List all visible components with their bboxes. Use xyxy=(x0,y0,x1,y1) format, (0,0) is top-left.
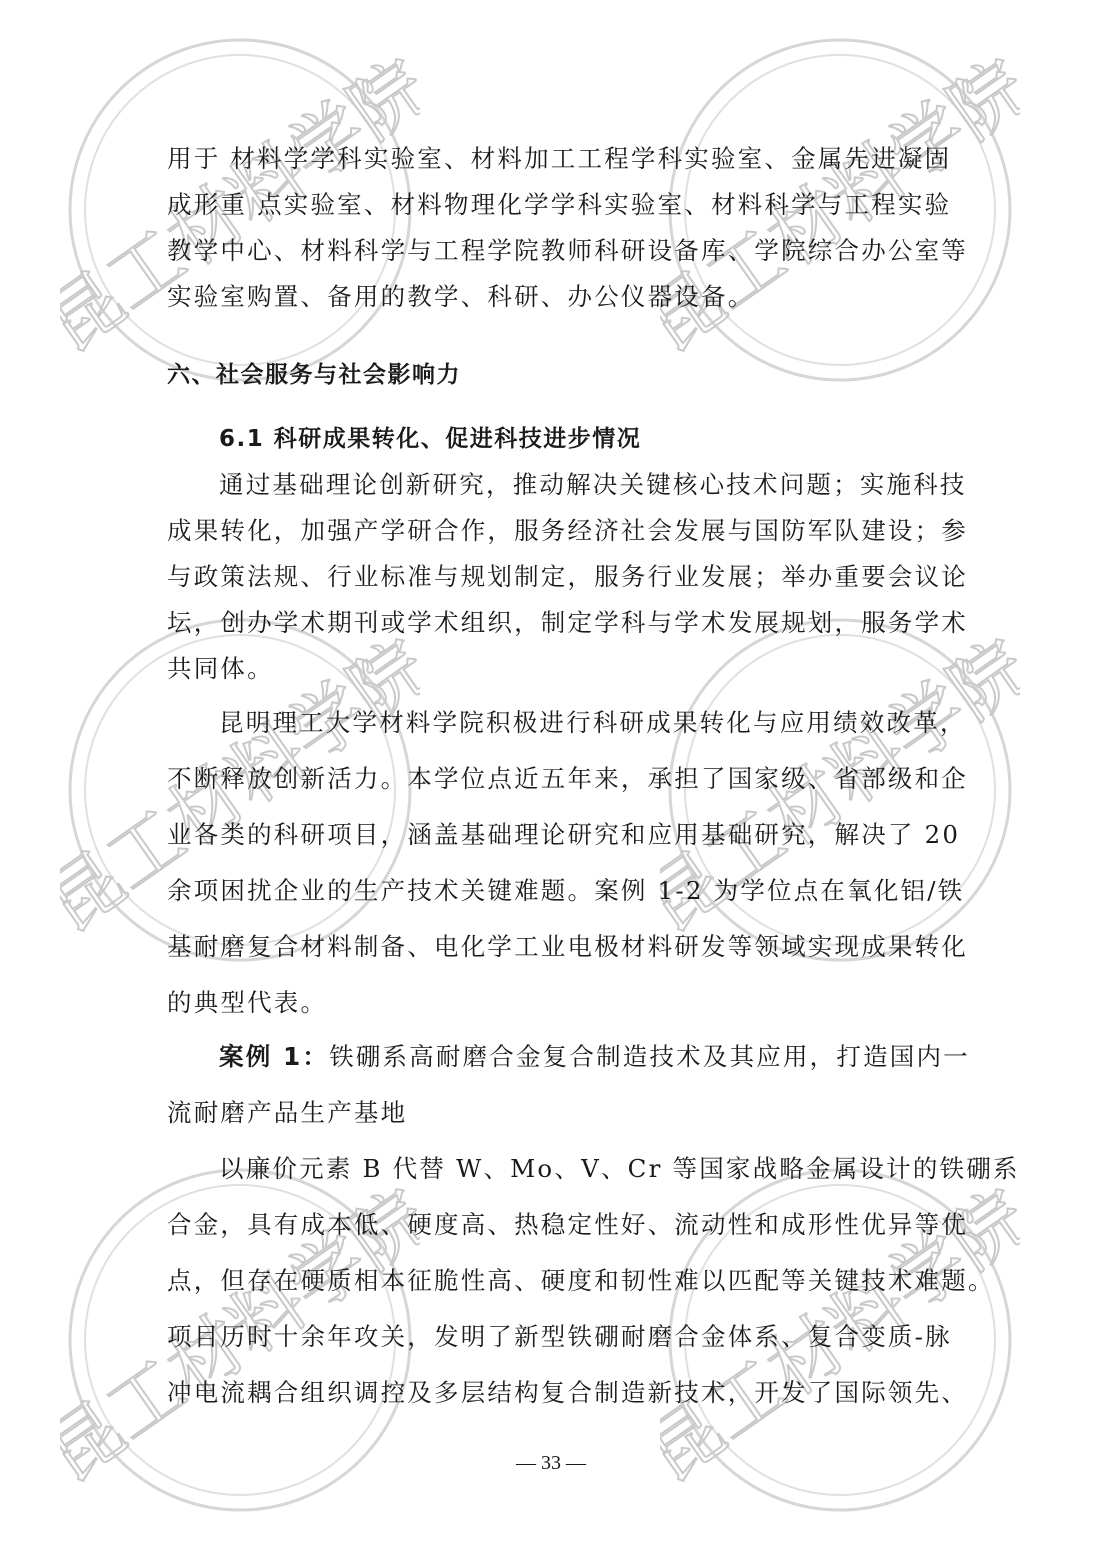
svg-text:昆工材料学院: 昆工材料学院 xyxy=(60,1173,420,1499)
body-text-line: 项目历时十余年攻关，发明了新型铁硼耐磨合金体系、复合变质-脉 xyxy=(167,1322,952,1351)
case-title-line xyxy=(219,1040,970,1074)
body-text-line: 余项困扰企业的生产技术关键难题。案例 1-2 为学位点在氧化铝/铁 xyxy=(167,876,965,905)
svg-text:昆工材料学院: 昆工材料学院 xyxy=(660,623,1020,949)
svg-text:昆工材料学院: 昆工材料学院 xyxy=(660,1173,1020,1499)
case-title-line: 流耐磨产品生产基地 xyxy=(167,1098,408,1127)
page-number: — 33 — xyxy=(516,1452,586,1474)
section-heading: 六、社会服务与社会影响力 xyxy=(167,362,461,388)
body-text-line: 成果转化，加强产学研合作，服务经济社会发展与国防军队建设；参 xyxy=(167,516,968,545)
subsection-heading: 6.1 科研成果转化、促进科技进步情况 xyxy=(219,426,642,452)
body-text-line: 点，但存在硬质相本征脆性高、硬度和韧性难以匹配等关键技术难题。 xyxy=(167,1266,995,1295)
svg-text:昆工材料学院: 昆工材料学院 xyxy=(60,43,420,369)
body-text-line: 基耐磨复合材料制备、电化学工业电极材料研发等领域实现成果转化 xyxy=(167,932,968,961)
body-text-line: 不断释放创新活力。本学位点近五年来，承担了国家级、省部级和企 xyxy=(167,764,968,793)
body-text-line: 教学中心、材料科学与工程学院教师科研设备库、学院综合办公室等 xyxy=(167,236,968,265)
body-text-line: 合金，具有成本低、硬度高、热稳定性好、流动性和成形性优异等优 xyxy=(167,1210,968,1239)
body-text-line: 冲电流耦合组织调控及多层结构复合制造新技术，开发了国际领先、 xyxy=(167,1378,968,1407)
svg-text:昆工材料学院: 昆工材料学院 xyxy=(60,623,420,949)
case-label: 案例 1： xyxy=(219,1042,330,1071)
body-text-line: 的典型代表。 xyxy=(167,988,328,1017)
body-text-line: 业各类的科研项目，涵盖基础理论研究和应用基础研究，解决了 20 xyxy=(167,820,961,849)
body-text-line: 共同体。 xyxy=(167,654,274,683)
body-text-line: 实验室购置、备用的教学、科研、办公仪器设备。 xyxy=(167,282,755,311)
body-text-line: 坛，创办学术期刊或学术组织，制定学科与学术发展规划，服务学术 xyxy=(167,608,968,637)
body-text-line: 昆明理工大学材料学院积极进行科研成果转化与应用绩效改革， xyxy=(219,708,967,737)
body-text-line: 以廉价元素 B 代替 W、Mo、V、Cr 等国家战略金属设计的铁硼系 xyxy=(219,1154,1020,1183)
body-text-line: 与政策法规、行业标准与规划制定，服务行业发展；举办重要会议论 xyxy=(167,562,968,591)
body-text-line: 通过基础理论创新研究，推动解决关键核心技术问题；实施科技 xyxy=(219,470,967,499)
svg-text:昆工材料学院: 昆工材料学院 xyxy=(660,43,1020,369)
case-title: 铁硼系高耐磨合金复合制造技术及其应用，打造国内一 xyxy=(329,1042,970,1071)
body-text-line: 成形重 点实验室、材料物理化学学科实验室、材料科学与工程实验 xyxy=(167,190,952,219)
body-text-line: 用于 材料学学科实验室、材料加工工程学科实验室、金属先进凝固 xyxy=(167,144,952,173)
